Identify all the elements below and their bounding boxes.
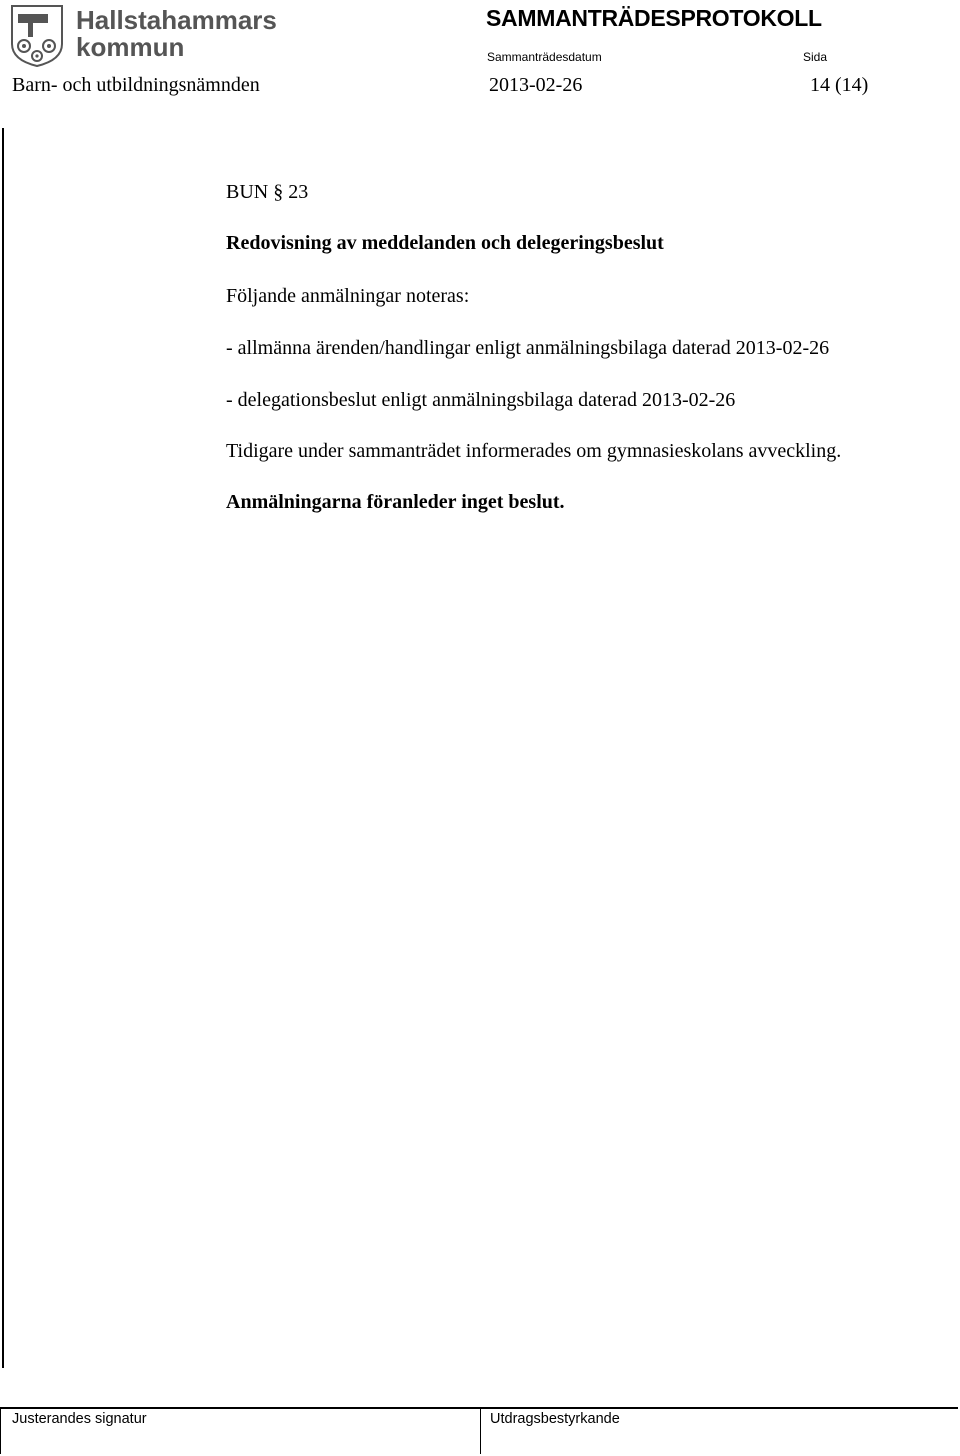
item-number: BUN § 23	[226, 181, 309, 203]
item-title: Redovisning av meddelanden och delegeringsbeslut	[226, 232, 664, 254]
item-intro: Följande anmälningar noteras:	[226, 285, 470, 307]
list-item: - delegationsbeslut enligt anmälningsbilaga daterad 2013-02-26	[226, 389, 736, 411]
footer-divider	[480, 1407, 481, 1454]
municipality-logo	[10, 4, 280, 68]
logo-wordmark-line1: Hallstahammars	[76, 5, 277, 35]
decision-paragraph: Anmälningarna föranleder inget beslut.	[226, 491, 565, 513]
meeting-date: 2013-02-26	[489, 74, 583, 96]
committee-name: Barn- och utbildningsnämnden	[12, 74, 260, 96]
page-label: Sida	[803, 50, 828, 64]
meeting-date-label: Sammanträdesdatum	[487, 50, 602, 64]
margin-rule	[2, 128, 4, 1368]
coat-of-arms-icon	[10, 4, 280, 68]
info-paragraph: Tidigare under sammanträdet informerades om gymnasieskolans avveckling.	[226, 440, 842, 462]
footer-rule	[0, 1407, 958, 1409]
extract-certification-label: Utdragsbestyrkande	[490, 1411, 620, 1427]
logo-wordmark-line2: kommun	[76, 32, 185, 62]
list-item: - allmänna ärenden/handlingar enligt anmälningsbilaga daterad 2013-02-26	[226, 337, 830, 359]
footer-left-edge	[0, 1407, 1, 1454]
document-type: SAMMANTRÄDESPROTOKOLL	[486, 5, 822, 31]
page-number: 14 (14)	[810, 74, 869, 96]
signature-label: Justerandes signatur	[12, 1411, 147, 1427]
